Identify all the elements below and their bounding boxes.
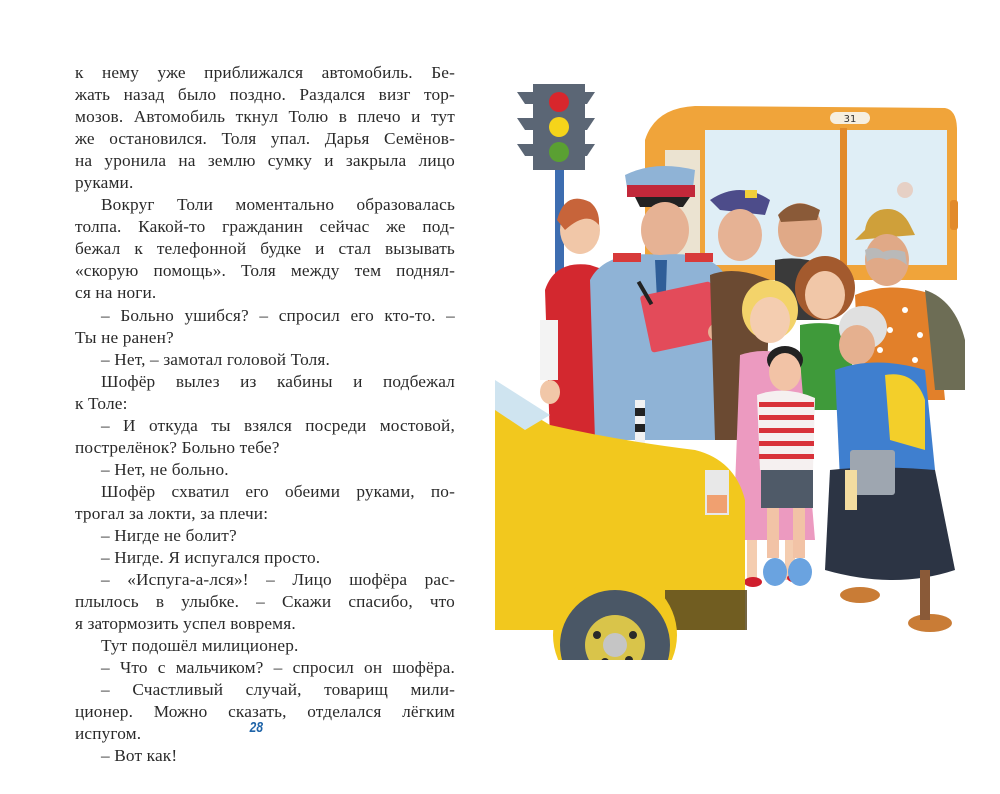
text-line: испугом. (75, 724, 142, 744)
text-line: Тут подошёл милиционер. (101, 636, 299, 656)
story-text (75, 62, 455, 768)
text-line: руками. (75, 173, 134, 193)
text-line: трогал за локти, за плечи: (75, 503, 269, 523)
text-line: – Счастливый случай, товарищ мили- (101, 680, 455, 700)
text-line: «скорую помощь». Толя между тем поднял- (75, 261, 455, 281)
text-line: я затормозить успел вовремя. (75, 614, 296, 634)
text-line: ся на ноги. (75, 283, 157, 303)
text-line: мозов. Автомобиль ткнул Толю в плечо и тут (75, 107, 455, 127)
text-line: Шофёр вылез из кабины и подбежал (101, 371, 455, 391)
text-line: – Что с мальчиком? – спросил он шофёра. (101, 658, 455, 678)
text-line: – Нет, не больно. (101, 459, 229, 479)
text-line: толпа. Какой-то гражданин сейчас же под- (75, 217, 455, 237)
illustration (495, 70, 970, 660)
text-line: – Вот как! (101, 746, 178, 766)
text-line: – Нигде. Я испугался просто. (101, 548, 321, 568)
text-line: – Больно ушибся? – спросил его кто-то. – (101, 305, 455, 325)
text-line: – «Испуга-а-лся»! – Лицо шофёра рас- (101, 570, 455, 590)
text-line: Шофёр схватил его обеими руками, по- (101, 481, 455, 501)
text-line: – Нигде не болит? (101, 525, 237, 545)
text-line: Вокруг Толи моментально образовалась (101, 195, 455, 215)
text-line: на уронила на землю сумку и закрыла лицо (75, 151, 455, 171)
text-line: – И откуда ты взялся посреди мостовой, (101, 415, 455, 435)
text-line: плылось в улыбке. – Скажи спасибо, что (75, 592, 455, 612)
bus-number: 31 (843, 114, 857, 125)
text-line: бежал к телефонной будке и стал вызывать (75, 239, 455, 259)
page-number: 28 (249, 719, 264, 736)
text-line: ционер. Можно сказать, отделался лёгким (75, 702, 455, 722)
text-line: – Нет, – замотал головой Толя. (101, 349, 330, 369)
text-line: пострелёнок? Больно тебе? (75, 437, 280, 457)
text-line: к нему уже приближался автомобиль. Бе- (75, 63, 455, 82)
text-line: к Толе: (75, 393, 128, 413)
text-line: же остановился. Толя упал. Дарья Семёнов- (75, 129, 455, 149)
text-line: жать назад было поздно. Раздался визг тор- (75, 85, 455, 105)
text-line: Ты не ранен? (75, 327, 174, 347)
